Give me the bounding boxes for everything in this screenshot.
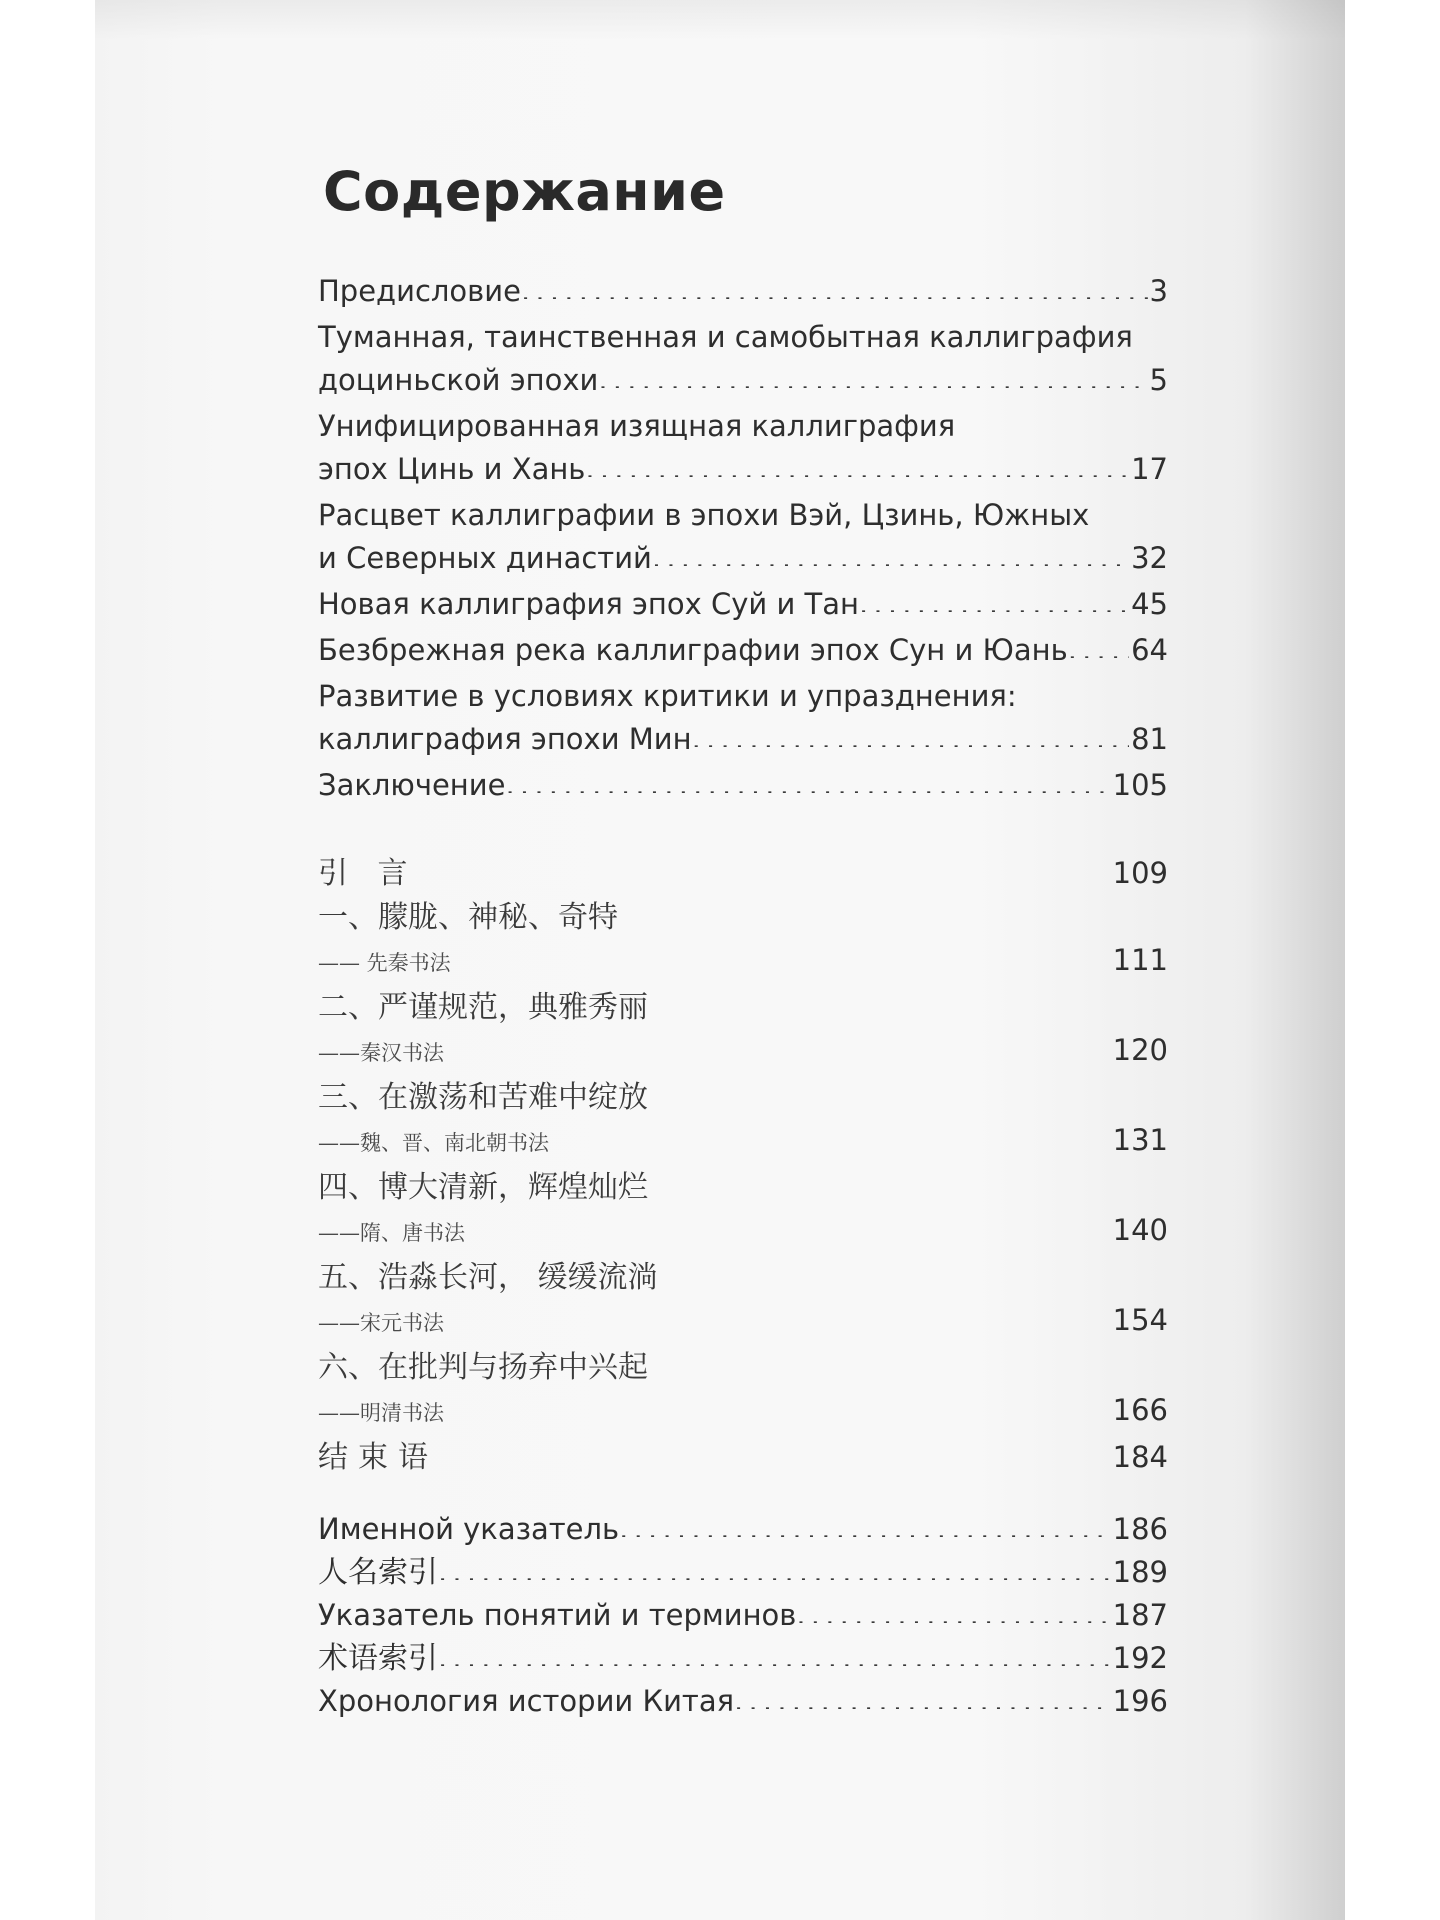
- toc-entry-text: Указатель понятий и терминов: [318, 1598, 797, 1632]
- toc-index-entry: [318, 1508, 1168, 1551]
- toc-entry-text: Заключение: [318, 768, 506, 802]
- page-number: 5: [1149, 363, 1168, 397]
- page-number: 192: [1112, 1641, 1168, 1675]
- toc-entry-line: [318, 448, 1168, 491]
- toc-entry-text: Унифицированная изящная каллиграфия: [318, 409, 956, 443]
- page-number: 3: [1149, 274, 1168, 308]
- toc-entry-line: [318, 1594, 1168, 1637]
- toc-entry-text: 人名索引: [318, 1555, 438, 1590]
- toc-entry-line: [318, 1209, 1168, 1256]
- toc-entry-text: Хронология истории Китая: [318, 1684, 735, 1718]
- toc-entry-line: [318, 1029, 1168, 1076]
- dot-leader: [692, 718, 1129, 747]
- dot-leader: [796, 1594, 1110, 1623]
- toc-entry-text: Новая каллиграфия эпох Суй и Тан: [318, 587, 859, 621]
- toc-entry-line: [318, 1346, 1168, 1390]
- page-number: 81: [1131, 722, 1168, 756]
- dot-leader: [598, 359, 1147, 388]
- toc-entry-line: [318, 718, 1168, 761]
- dot-leader: [1068, 629, 1129, 658]
- toc-index-entry: [318, 1594, 1168, 1637]
- toc-entry-text: и Северных династий: [318, 541, 652, 575]
- page-number: 111: [1112, 943, 1168, 977]
- dot-leader: [451, 952, 1111, 968]
- toc-entry-line: [318, 537, 1168, 580]
- dot-leader: [521, 270, 1148, 299]
- toc-entry: [318, 405, 1168, 491]
- toc-entry-line: [318, 359, 1168, 402]
- toc-entry-heading: 五、浩淼长河， 缓缓流淌: [318, 1259, 658, 1295]
- toc-entry: [318, 316, 1168, 402]
- page-number: 184: [1112, 1439, 1168, 1474]
- toc-entry-heading: 三、在激荡和苦难中绽放: [318, 1079, 648, 1115]
- dot-leader: [652, 537, 1129, 566]
- toc-entry-heading: 一、朦胧、神秘、奇特: [318, 899, 618, 935]
- dot-leader: [734, 1680, 1111, 1709]
- page-number: 189: [1112, 1555, 1168, 1589]
- toc-entry-text: Развитие в условиях критики и упразднения:: [318, 679, 1017, 713]
- toc-entry-text: доциньской эпохи: [318, 363, 599, 397]
- toc-index-section: [318, 1508, 1168, 1723]
- toc-entry-line: [318, 405, 1168, 448]
- toc-entry-text: эпох Цинь и Хань: [318, 452, 586, 486]
- toc-entry-line: [318, 1389, 1168, 1436]
- page-number: 186: [1112, 1512, 1168, 1546]
- toc-entry-subtitle: ——秦汉书法: [318, 1041, 444, 1065]
- page-number: 187: [1112, 1598, 1168, 1632]
- toc-entry-heading: 四、博大清新，辉煌灿烂: [318, 1169, 648, 1205]
- toc-entry: [318, 583, 1168, 626]
- toc-entry-subtitle: —— 先秦书法: [318, 951, 451, 975]
- dot-leader: [438, 1637, 1111, 1666]
- toc-entry-line: [318, 764, 1168, 807]
- toc-entry-zh: [318, 852, 1168, 896]
- toc-entry-line: [318, 852, 1168, 896]
- toc-entry-text: 术语索引: [318, 1641, 438, 1676]
- toc-entry-zh: [318, 1256, 1168, 1346]
- toc-entry-line: [318, 939, 1168, 986]
- dot-leader: [438, 1551, 1111, 1580]
- toc-entry-zh: [318, 1346, 1168, 1436]
- toc-entry-text: Расцвет каллиграфии в эпохи Вэй, Цзинь, Южных: [318, 498, 1090, 532]
- toc-entry-line: [318, 1256, 1168, 1300]
- toc-entry-line: [318, 1299, 1168, 1346]
- page-number: 166: [1112, 1393, 1168, 1427]
- toc-russian-section: [318, 270, 1168, 810]
- dot-leader: [859, 583, 1129, 612]
- toc-entry-text: Именной указатель: [318, 1512, 620, 1546]
- page-number: 140: [1112, 1213, 1168, 1247]
- page-number: 120: [1112, 1033, 1168, 1067]
- toc-index-entry: [318, 1551, 1168, 1594]
- dot-leader: [444, 1042, 1111, 1058]
- page-number: 154: [1112, 1303, 1168, 1337]
- toc-entry-line: [318, 986, 1168, 1030]
- dot-leader: [619, 1508, 1110, 1537]
- toc-entry-text: Предисловие: [318, 274, 521, 308]
- page-number: 105: [1112, 768, 1168, 802]
- dot-leader: [505, 764, 1110, 793]
- toc-entry-line: [318, 270, 1168, 313]
- toc-entry-line: [318, 1637, 1168, 1680]
- toc-entry-line: [318, 316, 1168, 359]
- toc-entry: [318, 270, 1168, 313]
- toc-index-entry: [318, 1637, 1168, 1680]
- toc-entry-line: [318, 583, 1168, 626]
- toc-entry-zh: [318, 1436, 1168, 1480]
- toc-entry: [318, 675, 1168, 761]
- toc-entry-heading: 二、严谨规范，典雅秀丽: [318, 989, 648, 1025]
- dot-leader: [438, 1449, 1111, 1465]
- page-number: 17: [1131, 452, 1168, 486]
- page-number: 196: [1112, 1684, 1168, 1718]
- toc-entry-line: [318, 1119, 1168, 1166]
- page-number: 64: [1131, 633, 1168, 667]
- toc-entry-text: Туманная, таинственная и самобытная каллиграфия: [318, 320, 1133, 354]
- toc-entry-zh: [318, 1076, 1168, 1166]
- toc-entry-line: [318, 629, 1168, 672]
- toc-entry-line: [318, 1680, 1168, 1723]
- toc-entry-zh: [318, 896, 1168, 986]
- page-number: 45: [1131, 587, 1168, 621]
- toc-entry-subtitle: ——魏、晋、南北朝书法: [318, 1131, 549, 1155]
- toc-entry-heading: 结束语: [318, 1439, 438, 1475]
- toc-title: Содержание: [323, 160, 726, 223]
- toc-entry-text: каллиграфия эпохи Мин: [318, 722, 692, 756]
- dot-leader: [418, 865, 1111, 881]
- dot-leader: [585, 448, 1129, 477]
- toc-entry-text: Безбрежная река каллиграфии эпох Сун и Юань: [318, 633, 1068, 667]
- toc-entry: [318, 764, 1168, 807]
- toc-entry-zh: [318, 1166, 1168, 1256]
- toc-entry-line: [318, 1551, 1168, 1594]
- page-number: 32: [1131, 541, 1168, 575]
- toc-entry-line: [318, 494, 1168, 537]
- toc-chinese-section: [318, 852, 1168, 1479]
- page-number: 131: [1112, 1123, 1168, 1157]
- page-number: 109: [1112, 856, 1168, 890]
- dot-leader: [465, 1222, 1111, 1238]
- toc-entry-zh: [318, 986, 1168, 1076]
- dot-leader: [549, 1132, 1111, 1148]
- toc-entry-line: [318, 1508, 1168, 1551]
- toc-entry-heading: 六、在批判与扬弃中兴起: [318, 1349, 648, 1385]
- toc-entry-line: [318, 1436, 1168, 1480]
- toc-entry-line: [318, 675, 1168, 718]
- page-edge-shadow: [95, 0, 1345, 40]
- toc-entry: [318, 494, 1168, 580]
- dot-leader: [444, 1312, 1111, 1328]
- toc-entry-line: [318, 1166, 1168, 1210]
- toc-entry-subtitle: ——明清书法: [318, 1401, 444, 1425]
- toc-entry-subtitle: ——隋、唐书法: [318, 1221, 465, 1245]
- toc-entry-line: [318, 1076, 1168, 1120]
- toc-index-entry: [318, 1680, 1168, 1723]
- dot-leader: [444, 1402, 1111, 1418]
- toc-entry-line: [318, 896, 1168, 940]
- toc-entry-subtitle: ——宋元书法: [318, 1311, 444, 1335]
- toc-entry-heading: 引 言: [318, 856, 418, 891]
- toc-entry: [318, 629, 1168, 672]
